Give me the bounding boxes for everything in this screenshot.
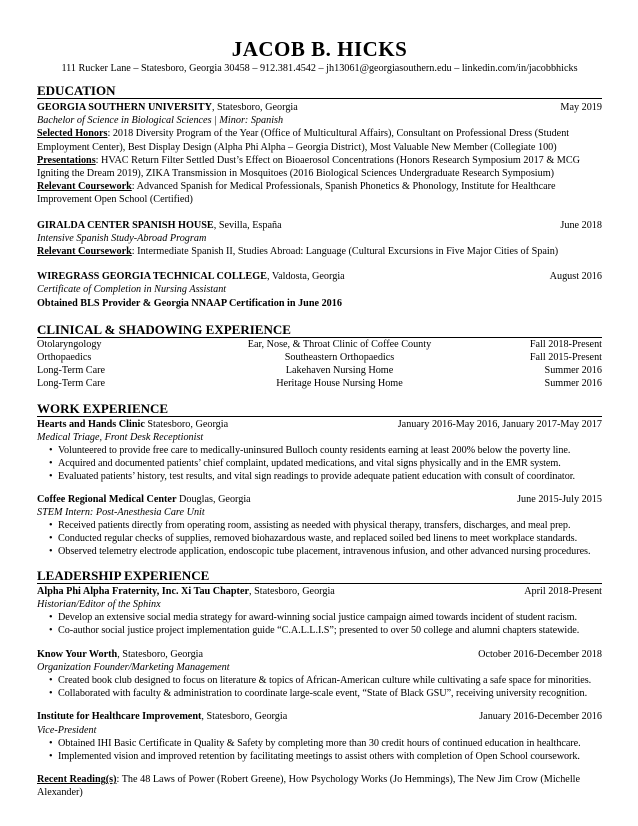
work-hearts-bullets — [37, 444, 602, 484]
edu-giralda-loc: , Sevilla, España — [213, 219, 282, 231]
clinical-table — [37, 338, 602, 391]
resume-page — [37, 0, 602, 800]
edu-gsu-header — [37, 101, 602, 114]
clinical-area: Orthopaedics — [37, 352, 92, 364]
section-clinical-title: CLINICAL & SHADOWING EXPERIENCE — [37, 322, 602, 338]
work-hearts-role: Medical Triage, Front Desk Receptionist — [37, 431, 204, 443]
clinical-row — [37, 364, 602, 377]
edu-gsu-honors-2: Employment Center), Best Display Design (Alpha Phi Alpha – Georgia District), Most Valuable New Member (Collegiate 100) — [37, 141, 557, 153]
section-leadership-title: LEADERSHIP EXPERIENCE — [37, 568, 602, 584]
list-item: • Co-author social justice project implementation guide “C.A.L.L.I.S”; presented to over 50 college and alumni chapters statewide. — [49, 624, 602, 637]
edu-gsu-degree: Bachelor of Science in Biological Sciences | Minor: Spanish — [37, 115, 284, 127]
lead-worth-date: October 2016-December 2018 — [478, 648, 602, 660]
list-item: • Implemented vision and improved retention by facilitating meetings to assist others with completion of Open School coursework. — [49, 750, 602, 763]
list-item: • Received patients directly from operating room, assisting as needed with physical therapy, transfers, discharges, and meal prep. — [49, 519, 602, 532]
edu-giralda-program: Intensive Spanish Study-Abroad Program — [37, 232, 207, 244]
edu-wiregrass-cert: Certificate of Completion in Nursing Assistant — [37, 284, 227, 296]
section-work-title: WORK EXPERIENCE — [37, 401, 602, 417]
lead-ihi-loc: , Statesboro, Georgia — [201, 711, 288, 723]
edu-wiregrass-loc: , Valdosta, Georgia — [266, 271, 345, 283]
candidate-name: JACOB B. HICKS — [231, 37, 408, 61]
list-item: • Acquired and documented patients’ chief complaint, updated medications, and vital signs physically and in the EMR system. — [49, 457, 602, 470]
work-hearts-loc: Statesboro, Georgia — [144, 418, 229, 430]
lead-worth-role: Organization Founder/Marketing Management — [37, 661, 230, 673]
list-item: • Volunteered to provide free care to medically-uninsured Bulloch county residents earning at least 200% below the poverty line. — [49, 444, 602, 457]
list-item: • Develop an extensive social media strategy for award-winning social justice campaign aimed towards incident of student racism. — [49, 611, 602, 624]
lead-worth-bullets — [37, 674, 602, 700]
reading-label: Recent Reading(s) — [37, 774, 117, 786]
edu-gsu-honors — [37, 127, 602, 140]
honors-text: : 2018 Diversity Program of the Year (Office of Multicultural Affairs), Consultant on Professional Dress (Student — [107, 128, 570, 140]
honors-label: Selected Honors — [37, 128, 108, 140]
edu-wiregrass-header — [37, 270, 602, 283]
clinical-place: Ear, Nose, & Throat Clinic of Coffee County — [247, 338, 432, 350]
lead-ihi-org: Institute for Healthcare Improvement — [37, 711, 202, 723]
work-coffee-bullets — [37, 519, 602, 559]
work-hearts-header — [37, 418, 602, 431]
lead-worth-header — [37, 648, 602, 661]
clinical-row — [37, 377, 602, 390]
lead-worth-org: Know Your Worth — [37, 648, 118, 660]
work-coffee-loc: Douglas, Georgia — [176, 493, 251, 505]
edu-gsu-presentations — [37, 154, 602, 167]
edu-giralda-org: GIRALDA CENTER SPANISH HOUSE — [37, 219, 214, 231]
lead-alpha-bullets — [37, 611, 602, 637]
clinical-row — [37, 338, 602, 351]
clinical-date: Fall 2015-Present — [529, 352, 602, 364]
lead-ihi-bullets — [37, 737, 602, 763]
presentations-text: : HVAC Return Filter Settled Dust’s Effect on Bioaerosol Concentrations (Honors Research Symposium 2017 & MCG — [95, 154, 581, 166]
list-item: • Obtained IHI Basic Certificate in Quality & Safety by completing more than 30 credit hours of continued education in healthcare. — [49, 737, 602, 750]
work-hearts-date: January 2016-May 2016, January 2017-May 2017 — [397, 418, 602, 430]
work-coffee-header — [37, 493, 602, 506]
edu-wiregrass-obtained: Obtained BLS Provider & Georgia NNAAP Certification in June 2016 — [37, 297, 342, 309]
edu-gsu-coursework — [37, 180, 602, 193]
lead-alpha-role: Historian/Editor of the Sphinx — [37, 598, 161, 610]
contact-line: 111 Rucker Lane – Statesboro, Georgia 30458 – 912.381.4542 – jh13061@georgiasouthern.edu – linkedin.com/in/jacobbhicks — [61, 63, 578, 74]
clinical-date: Fall 2018-Present — [529, 338, 602, 350]
giralda-coursework-text: : Intermediate Spanish II, Studies Abroad: Language (Cultural Excursions in Five Major Cities of Spain) — [131, 246, 559, 258]
edu-gsu-org: GEORGIA SOUTHERN UNIVERSITY — [37, 102, 212, 113]
lead-ihi-header — [37, 710, 602, 723]
lead-worth-loc: , Statesboro, Georgia — [117, 648, 204, 660]
clinical-area: Otolaryngology — [37, 338, 102, 350]
edu-giralda-date: June 2018 — [560, 219, 602, 231]
presentations-label: Presentations — [37, 154, 96, 166]
work-coffee-org: Coffee Regional Medical Center — [37, 493, 177, 505]
reading-text: : The 48 Laws of Power (Robert Greene), How Psychology Works (Jo Hemmings), The New Jim Crow (Michelle — [116, 774, 580, 786]
edu-wiregrass-org: WIREGRASS GEORGIA TECHNICAL COLLEGE — [37, 271, 267, 283]
list-item: • Collaborated with faculty & administration to coordinate large-scale event, “State of Black GSU”, receiving university recognition. — [49, 687, 602, 700]
coursework-text: : Advanced Spanish for Medical Professionals, Spanish Phonetics & Phonology, Institute for Healthcare — [131, 181, 556, 193]
edu-giralda-header — [37, 219, 602, 232]
list-item: • Created book club designed to focus on literature & topics of African-American culture while cultivating a safe space for minorities. — [49, 674, 602, 687]
work-coffee-date: June 2015-July 2015 — [517, 493, 602, 505]
work-hearts-org: Hearts and Hands Clinic — [37, 418, 145, 430]
clinical-area: Long-Term Care — [37, 378, 106, 390]
work-coffee-role: STEM Intern: Post-Anesthesia Care Unit — [37, 506, 205, 518]
list-item: • Observed telemetry electrode application, endoscopic tube placement, intravenous infusion, and other advanced nursing procedures. — [49, 545, 602, 558]
recent-reading — [37, 773, 602, 786]
edu-giralda-coursework — [37, 245, 602, 258]
lead-ihi-role: Vice-President — [37, 724, 97, 736]
edu-gsu-coursework-2: Improvement Open School (Certified) — [37, 194, 193, 206]
clinical-date: Summer 2016 — [544, 378, 602, 390]
lead-alpha-header — [37, 585, 602, 598]
edu-gsu-date: May 2019 — [560, 102, 602, 113]
coursework-label: Relevant Coursework — [37, 181, 132, 193]
lead-alpha-org: Alpha Phi Alpha Fraternity, Inc. Xi Tau Chapter — [37, 585, 249, 597]
clinical-place: Southeastern Orthopaedics — [284, 352, 395, 364]
clinical-row — [37, 351, 602, 364]
edu-gsu-loc: , Statesboro, Georgia — [211, 102, 298, 113]
edu-gsu-presentations-2: Igniting the Dream 2019), ZIKA Transmission in Mosquitoes (2016 Biological Sciences Undergraduate Research Symposium) — [37, 168, 555, 180]
clinical-area: Long-Term Care — [37, 365, 106, 377]
giralda-coursework-label: Relevant Coursework — [37, 246, 132, 258]
lead-alpha-loc: , Statesboro, Georgia — [249, 585, 335, 597]
clinical-place: Lakehaven Nursing Home — [285, 365, 394, 377]
recent-reading-2: Alexander) — [37, 787, 83, 799]
section-education-title: EDUCATION — [37, 83, 602, 99]
clinical-date: Summer 2016 — [544, 365, 602, 377]
lead-alpha-date: April 2018-Present — [524, 585, 602, 597]
clinical-place: Heritage House Nursing Home — [276, 378, 403, 390]
list-item: • Conducted regular checks of supplies, removed biohazardous waste, and replaced soiled bed linens to meet workplace standards. — [49, 532, 602, 545]
edu-wiregrass-date: August 2016 — [549, 271, 602, 283]
lead-ihi-date: January 2016-December 2016 — [479, 711, 602, 723]
list-item: • Evaluated patients’ history, test results, and vital sign readings to provide adequate patient education with consult of coordinator. — [49, 470, 602, 483]
